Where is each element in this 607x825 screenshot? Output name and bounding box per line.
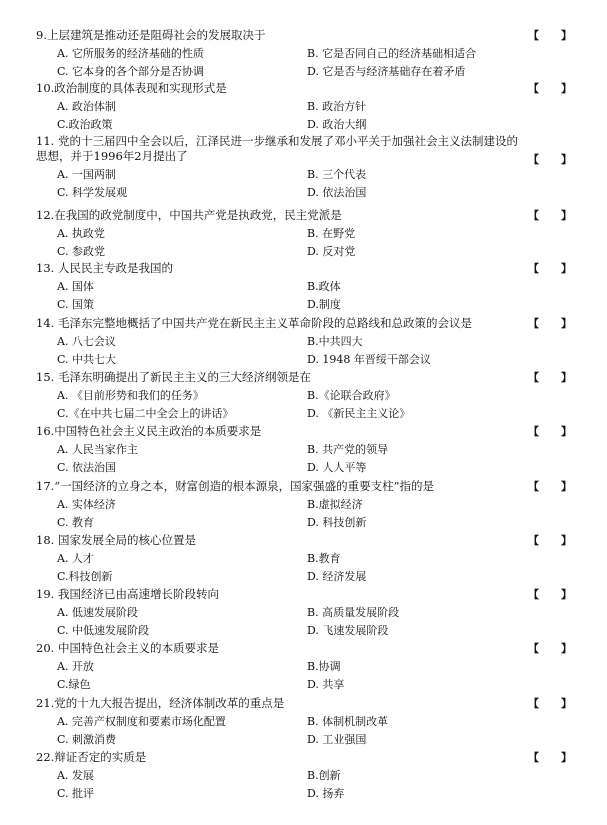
bracket-open: 【 <box>528 209 539 222</box>
bracket-close: 】 <box>561 480 572 493</box>
bracket-open: 【 <box>528 262 539 275</box>
option-b: B. 三个代表 <box>307 168 367 181</box>
answer-bracket[interactable] <box>528 587 572 602</box>
answer-bracket[interactable] <box>528 641 572 656</box>
option-c: C.《在中共七届二中全会上的讲话》 <box>57 407 234 420</box>
option-c: C.科技创新 <box>57 570 113 583</box>
answer-bracket[interactable] <box>528 261 572 276</box>
option-d: D. 工业强国 <box>307 733 367 746</box>
bracket-close: 】 <box>561 317 572 330</box>
option-b: B. 共产党的领导 <box>307 443 389 456</box>
bracket-open: 【 <box>528 425 539 438</box>
option-d: D. 人人平等 <box>307 461 367 474</box>
option-a: A. 完善产权制度和要素市场化配置 <box>57 715 226 728</box>
bracket-close: 】 <box>561 642 572 655</box>
bracket-close: 】 <box>561 153 572 166</box>
answer-bracket[interactable] <box>528 424 572 439</box>
option-a: A. 开放 <box>57 660 94 673</box>
option-c: C. 依法治国 <box>57 461 117 474</box>
bracket-close: 】 <box>561 82 572 95</box>
bracket-open: 【 <box>528 371 539 384</box>
question-stem: 11. 党的十三届四中全会以后，江泽民进一步继承和发展了邓小平关于加强社会主义法制建设的思想，并于1996年2月提出了 <box>36 134 518 163</box>
bracket-open: 【 <box>528 751 539 764</box>
option-d: D. 共享 <box>307 678 345 691</box>
option-d: D. 它是否与经济基础存在着矛盾 <box>307 65 466 78</box>
option-a: A. 它所服务的经济基础的性质 <box>57 47 204 60</box>
option-d: D. 《新民主主义论》 <box>307 407 411 420</box>
bracket-open: 【 <box>528 29 539 42</box>
option-d: D. 政治大纲 <box>307 118 367 131</box>
question-stem: 10.政治制度的具体表现和实现形式是 <box>36 81 227 95</box>
answer-bracket[interactable] <box>528 316 572 331</box>
option-d: D. 1948 年晋绥干部会议 <box>307 353 431 366</box>
option-d: D. 科技创新 <box>307 516 367 529</box>
bracket-close: 】 <box>561 751 572 764</box>
bracket-open: 【 <box>528 153 539 166</box>
bracket-open: 【 <box>528 82 539 95</box>
answer-bracket[interactable] <box>528 750 572 765</box>
option-b: B. 在野党 <box>307 227 356 240</box>
question-stem: 13. 人民民主专政是我国的 <box>36 261 173 275</box>
option-a: A. 政治体制 <box>57 100 116 113</box>
answer-bracket[interactable] <box>528 81 572 96</box>
question-stem: 18. 国家发展全局的核心位置是 <box>36 533 196 547</box>
option-a: A. 《目前形势和我们的任务》 <box>57 389 204 402</box>
question-stem: 16.中国特色社会主义民主政治的本质要求是 <box>36 424 262 438</box>
option-c: C. 参政党 <box>57 245 106 258</box>
option-a: A. 发展 <box>57 769 94 782</box>
option-a: A. 国体 <box>57 280 94 293</box>
answer-bracket[interactable] <box>528 152 572 167</box>
option-a: A. 低速发展阶段 <box>57 606 138 619</box>
option-d: D. 飞速发展阶段 <box>307 624 389 637</box>
option-a: A. 人民当家作主 <box>57 443 138 456</box>
option-a: A. 实体经济 <box>57 498 116 511</box>
answer-bracket[interactable] <box>528 208 572 223</box>
answer-bracket[interactable] <box>528 479 572 494</box>
option-c: C. 刺激消费 <box>57 733 117 746</box>
option-a: A. 人才 <box>57 552 94 565</box>
option-d: D. 反对党 <box>307 245 356 258</box>
option-b: B.创新 <box>307 769 341 782</box>
answer-bracket[interactable] <box>528 696 572 711</box>
bracket-close: 】 <box>561 588 572 601</box>
bracket-close: 】 <box>561 425 572 438</box>
question-stem: 9.上层建筑是推动还是阻碍社会的发展取决于 <box>36 28 266 42</box>
question-stem: 15. 毛泽东明确提出了新民主主义的三大经济纲领是在 <box>36 370 311 384</box>
bracket-close: 】 <box>561 697 572 710</box>
option-d: D. 扬弃 <box>307 787 345 800</box>
option-b: B.政体 <box>307 280 341 293</box>
question-stem: 12.在我国的政党制度中，中国共产党是执政党，民主党派是 <box>36 208 342 222</box>
bracket-open: 【 <box>528 534 539 547</box>
question-stem: 19. 我国经济已由高速增长阶段转向 <box>36 587 219 601</box>
option-b: B. 政治方针 <box>307 100 367 113</box>
option-b: B.虚拟经济 <box>307 498 363 511</box>
option-d: D.制度 <box>307 298 341 311</box>
option-b: B. 它是否同自己的经济基础相适合 <box>307 47 477 60</box>
bracket-close: 】 <box>561 209 572 222</box>
option-c: C. 科学发展观 <box>57 186 128 199</box>
option-b: B. 高质量发展阶段 <box>307 606 400 619</box>
question-stem: 17.“一国经济的立身之本，财富创造的根本源泉，国家强盛的重要支柱”指的是 <box>36 479 435 493</box>
answer-bracket[interactable] <box>528 28 572 43</box>
option-b: B.《论联合政府》 <box>307 389 396 402</box>
question-stem: 21.党的十九大报告提出，经济体制改革的重点是 <box>36 696 285 710</box>
bracket-open: 【 <box>528 697 539 710</box>
bracket-close: 】 <box>561 534 572 547</box>
option-c: C. 批评 <box>57 787 95 800</box>
answer-bracket[interactable] <box>528 370 572 385</box>
option-c: C.政治政策 <box>57 118 113 131</box>
question-stem: 20. 中国特色社会主义的本质要求是 <box>36 641 219 655</box>
option-d: D. 依法治国 <box>307 186 367 199</box>
option-c: C. 国策 <box>57 298 95 311</box>
option-c: C. 教育 <box>57 516 95 529</box>
option-d: D. 经济发展 <box>307 570 367 583</box>
option-b: B.教育 <box>307 552 341 565</box>
option-b: B. 体制机制改革 <box>307 715 389 728</box>
option-a: A. 执政党 <box>57 227 105 240</box>
bracket-open: 【 <box>528 642 539 655</box>
option-b: B.中共四大 <box>307 335 363 348</box>
option-c: C.绿色 <box>57 678 91 691</box>
bracket-close: 】 <box>561 262 572 275</box>
option-c: C. 中低速发展阶段 <box>57 624 150 637</box>
bracket-open: 【 <box>528 480 539 493</box>
bracket-open: 【 <box>528 317 539 330</box>
option-c: C. 它本身的各个部分是否协调 <box>57 65 205 78</box>
option-c: C. 中共七大 <box>57 353 117 366</box>
option-a: A. 八七会议 <box>57 335 116 348</box>
option-b: B.协调 <box>307 660 341 673</box>
question-stem: 14. 毛泽东完整地概括了中国共产党在新民主主义革命阶段的总路线和总政策的会议是 <box>36 316 472 330</box>
bracket-close: 】 <box>561 29 572 42</box>
question-stem: 22.辩证否定的实质是 <box>36 750 147 764</box>
bracket-close: 】 <box>561 371 572 384</box>
answer-bracket[interactable] <box>528 533 572 548</box>
bracket-open: 【 <box>528 588 539 601</box>
option-a: A. 一国两制 <box>57 168 116 181</box>
